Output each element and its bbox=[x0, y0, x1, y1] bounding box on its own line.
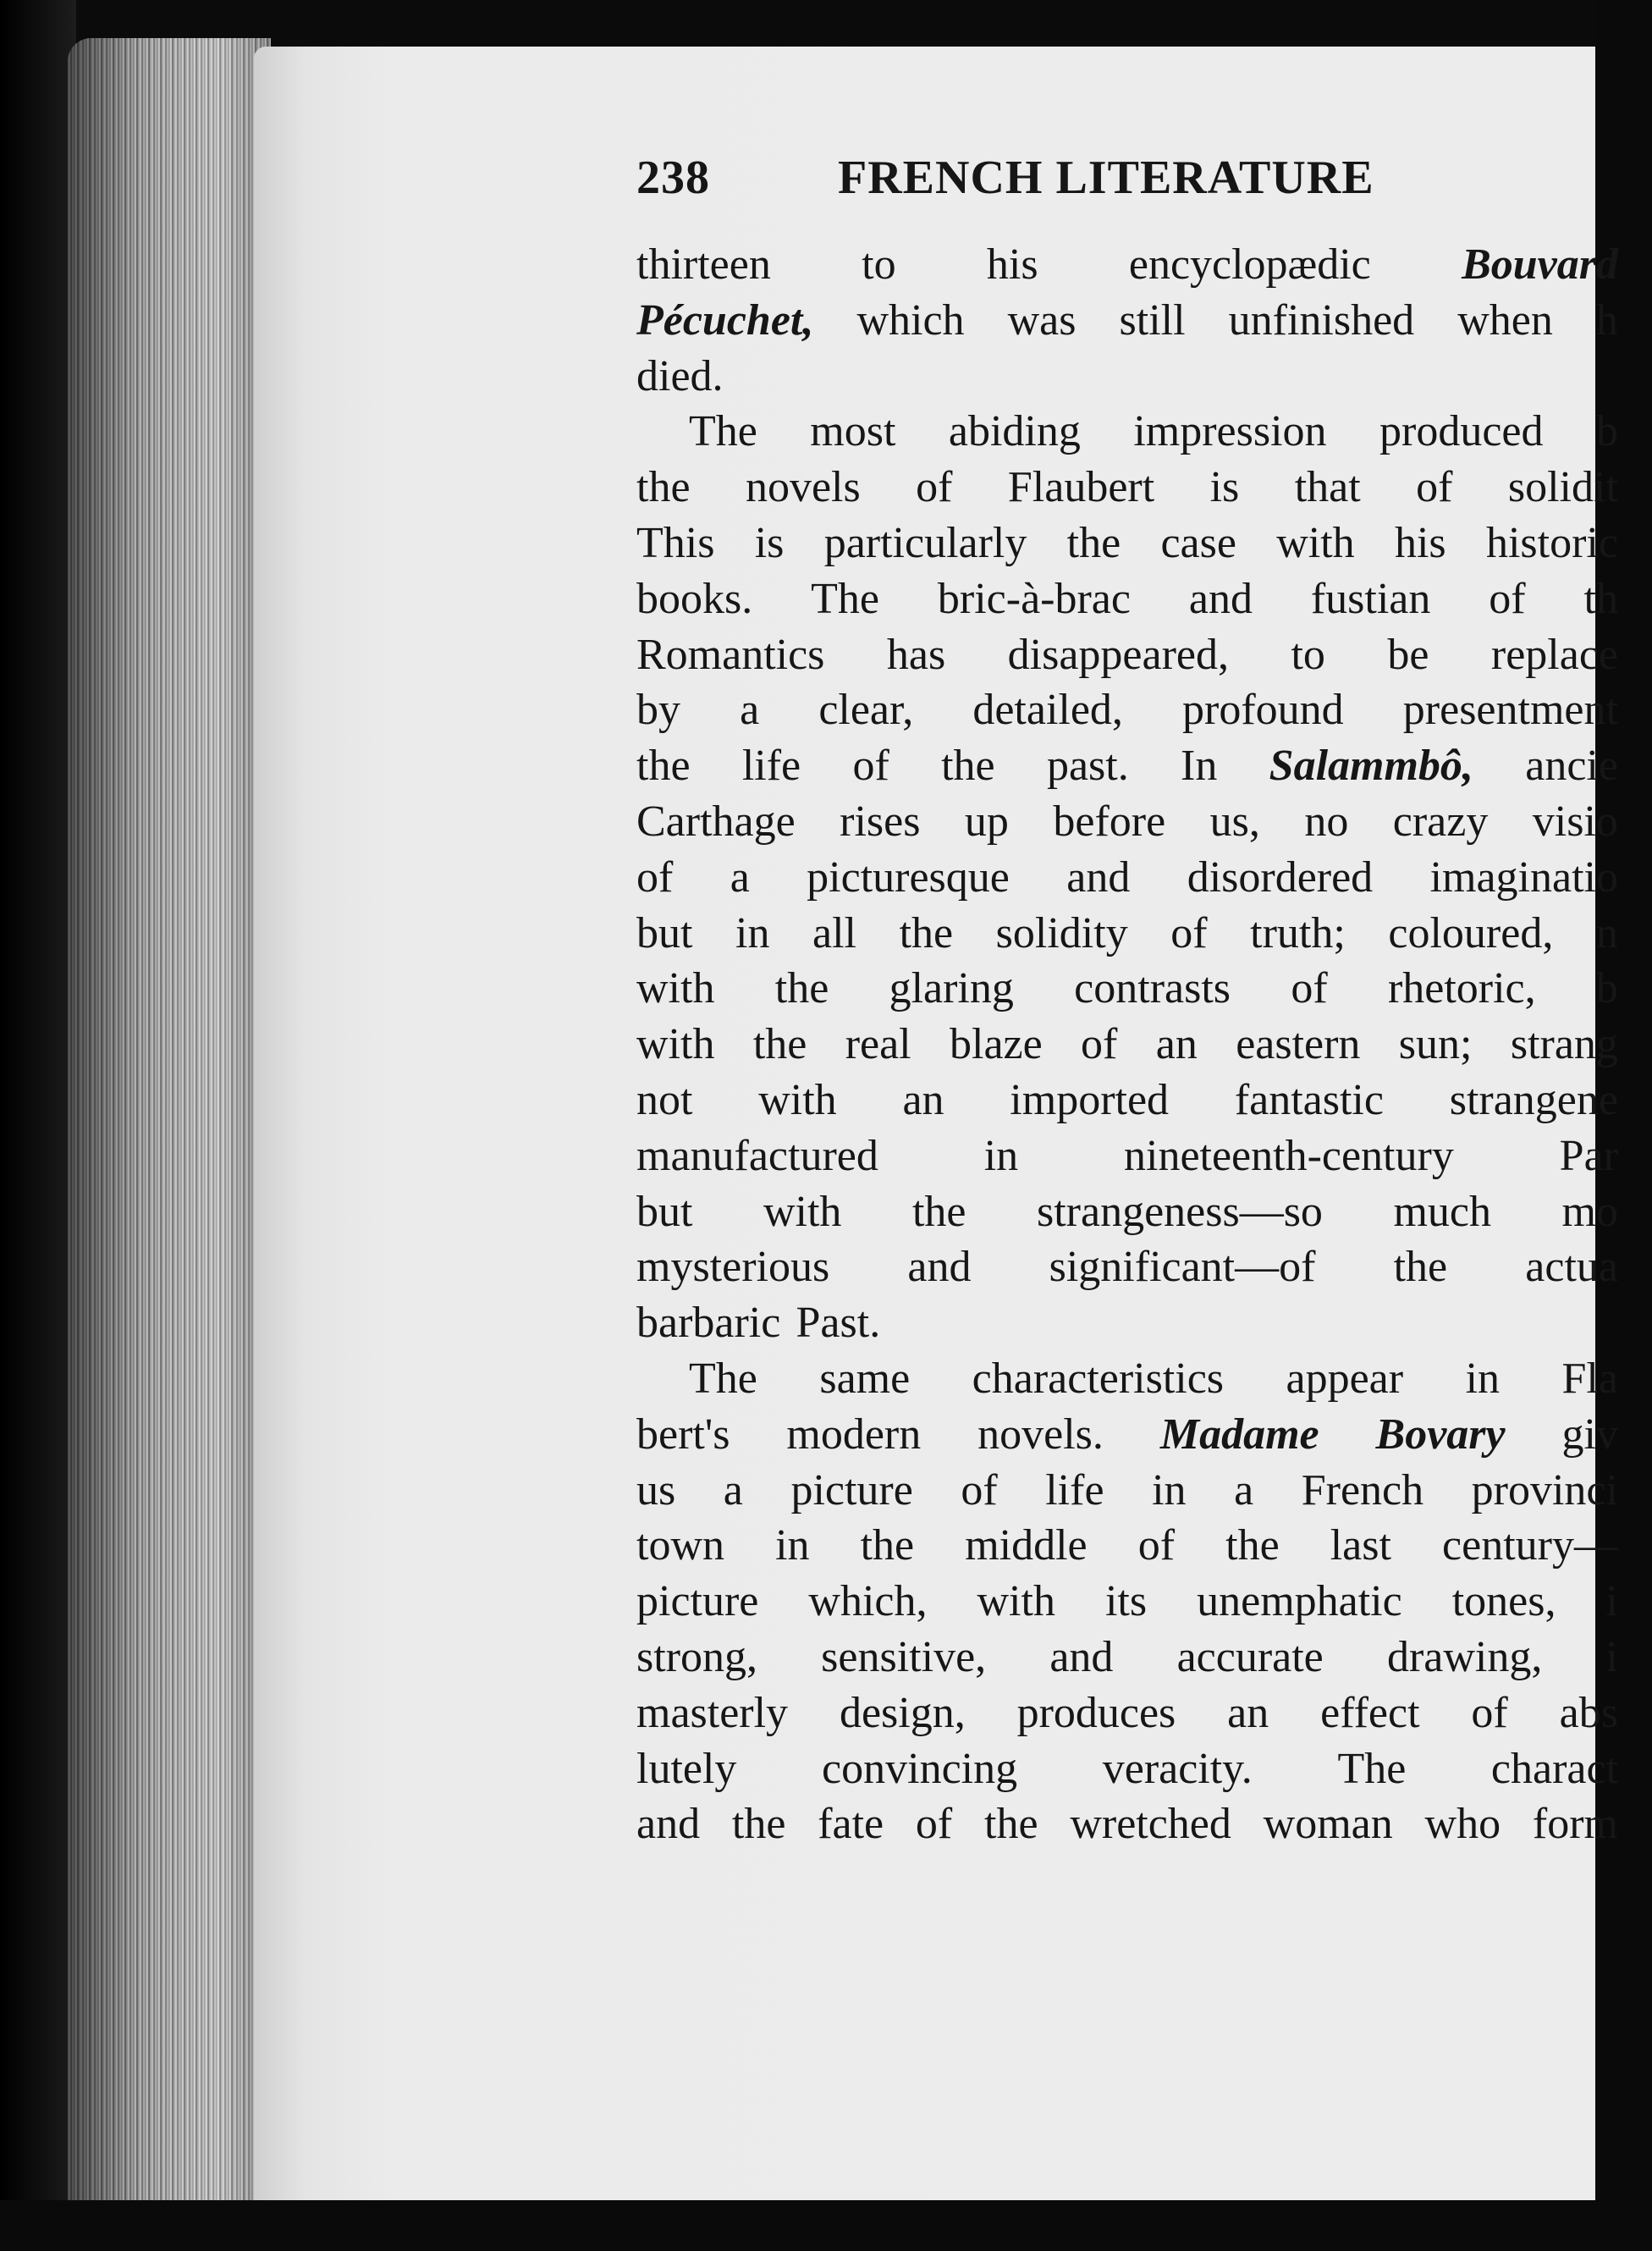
word: th bbox=[1583, 574, 1618, 623]
word: design, bbox=[839, 1688, 966, 1737]
word: and bbox=[1049, 1632, 1114, 1681]
word: novels. bbox=[977, 1410, 1104, 1459]
word: unemphatic bbox=[1197, 1577, 1402, 1626]
word: contrasts bbox=[1074, 964, 1231, 1013]
word: much bbox=[1393, 1187, 1491, 1236]
word: of bbox=[1170, 908, 1208, 957]
text-line bbox=[636, 1073, 1618, 1128]
word: books. bbox=[636, 574, 753, 623]
word: ancie bbox=[1525, 742, 1618, 791]
word: wretched bbox=[1070, 1800, 1231, 1849]
word: the bbox=[1225, 1521, 1280, 1570]
word: b bbox=[1595, 407, 1618, 456]
text-line bbox=[636, 1463, 1618, 1519]
word: Bovary bbox=[1375, 1410, 1506, 1459]
word: encyclopædic bbox=[1128, 240, 1371, 289]
text-line bbox=[636, 1295, 1618, 1351]
word: presentment bbox=[1402, 686, 1618, 735]
word: rhetoric, bbox=[1387, 964, 1536, 1013]
word: In bbox=[1181, 742, 1218, 791]
word: his bbox=[986, 240, 1038, 289]
word: significant—of bbox=[1049, 1243, 1316, 1292]
word: was bbox=[1007, 295, 1077, 345]
word: of bbox=[1081, 1020, 1118, 1069]
word: and bbox=[1066, 852, 1131, 902]
text-block bbox=[636, 135, 1652, 1852]
word: has bbox=[886, 630, 946, 679]
word: woman bbox=[1263, 1800, 1393, 1849]
word: with bbox=[636, 1020, 715, 1069]
word: a bbox=[730, 852, 750, 902]
text-line bbox=[636, 1574, 1618, 1630]
word: the bbox=[752, 1020, 807, 1069]
text-line bbox=[636, 1128, 1618, 1184]
word: the bbox=[860, 1521, 915, 1570]
word: clear, bbox=[818, 686, 914, 735]
header-title: FRENCH LITERATURE bbox=[838, 152, 1374, 204]
word: up bbox=[964, 797, 1009, 846]
word: in bbox=[775, 1521, 810, 1570]
text-line bbox=[636, 1184, 1618, 1240]
bottom-shadow bbox=[0, 2200, 1595, 2251]
word: barbaric bbox=[636, 1299, 781, 1348]
word: to bbox=[1291, 630, 1325, 679]
word: visio bbox=[1532, 797, 1618, 846]
word: unfinished bbox=[1228, 295, 1415, 345]
word: of bbox=[636, 852, 674, 902]
word: abs bbox=[1559, 1688, 1618, 1737]
word: solidity bbox=[995, 908, 1128, 957]
text-line bbox=[636, 906, 1618, 962]
word: which bbox=[856, 295, 965, 345]
text-line bbox=[636, 1351, 1618, 1407]
word: mysterious bbox=[636, 1243, 830, 1292]
word: accurate bbox=[1176, 1632, 1324, 1681]
word: most bbox=[810, 407, 896, 456]
word: form bbox=[1532, 1800, 1618, 1849]
text-line bbox=[636, 1796, 1618, 1852]
word: produced bbox=[1379, 407, 1544, 456]
word: Past. bbox=[796, 1299, 881, 1348]
word: truth; bbox=[1250, 908, 1346, 957]
word: The bbox=[1337, 1744, 1407, 1793]
word: all bbox=[812, 908, 857, 957]
word: French bbox=[1301, 1465, 1424, 1514]
word: Bouvard bbox=[1462, 240, 1618, 289]
word: novels bbox=[745, 463, 861, 512]
word: not bbox=[636, 1075, 693, 1124]
word: and bbox=[1188, 574, 1253, 623]
word: n bbox=[1595, 908, 1618, 957]
word: picture bbox=[636, 1577, 759, 1626]
word: drawing, bbox=[1386, 1632, 1543, 1681]
word: h bbox=[1595, 295, 1618, 345]
word: bert's bbox=[636, 1410, 730, 1459]
word: the bbox=[636, 463, 691, 512]
word: of bbox=[1489, 574, 1526, 623]
word: a bbox=[723, 1465, 743, 1514]
word: middle bbox=[965, 1521, 1088, 1570]
word: fantastic bbox=[1234, 1075, 1384, 1124]
text-line bbox=[636, 516, 1618, 571]
word: with bbox=[636, 964, 715, 1013]
text-line bbox=[636, 349, 1618, 405]
word: and bbox=[636, 1800, 701, 1849]
word: detailed, bbox=[972, 686, 1123, 735]
word: us, bbox=[1209, 797, 1260, 846]
text-line bbox=[636, 738, 1618, 794]
word: i bbox=[1605, 1577, 1618, 1626]
word: a bbox=[740, 686, 760, 735]
word: Pécuchet, bbox=[636, 295, 814, 345]
word: veracity. bbox=[1102, 1744, 1253, 1793]
word: sensitive, bbox=[821, 1632, 987, 1681]
word: the bbox=[1393, 1243, 1448, 1292]
word: This bbox=[636, 518, 715, 567]
word: but bbox=[636, 1187, 693, 1236]
text-line bbox=[636, 293, 1618, 349]
word: Fla bbox=[1561, 1354, 1618, 1403]
running-head bbox=[636, 135, 1652, 220]
word: mo bbox=[1561, 1187, 1618, 1236]
word: with bbox=[758, 1075, 837, 1124]
word: particularly bbox=[823, 518, 1027, 567]
word: Carthage bbox=[636, 797, 796, 846]
word: same bbox=[819, 1354, 911, 1403]
word: the bbox=[1066, 518, 1121, 567]
word: in bbox=[1465, 1354, 1501, 1403]
word: the bbox=[636, 742, 691, 791]
word: the bbox=[899, 908, 954, 957]
word: historic bbox=[1485, 518, 1618, 567]
word: the bbox=[911, 1187, 966, 1236]
word: manufactured bbox=[636, 1131, 878, 1180]
word: who bbox=[1424, 1800, 1501, 1849]
word: of bbox=[1416, 463, 1453, 512]
word: with bbox=[763, 1187, 842, 1236]
body-text bbox=[636, 237, 1652, 1852]
word: disordered bbox=[1187, 852, 1374, 902]
word: strong, bbox=[636, 1632, 757, 1681]
word: thirteen bbox=[636, 240, 771, 289]
text-line bbox=[636, 794, 1618, 850]
word: The bbox=[689, 407, 757, 456]
text-line bbox=[636, 850, 1618, 906]
word: century— bbox=[1442, 1521, 1618, 1570]
word: lutely bbox=[636, 1744, 737, 1793]
word: giv bbox=[1561, 1410, 1618, 1459]
word: life bbox=[741, 742, 801, 791]
word: an bbox=[1227, 1688, 1269, 1737]
word: abiding bbox=[948, 407, 1081, 456]
text-line bbox=[636, 682, 1618, 738]
word: coloured, bbox=[1388, 908, 1554, 957]
word: in bbox=[983, 1131, 1019, 1180]
word: to bbox=[862, 240, 896, 289]
word: rises bbox=[840, 797, 921, 846]
page-number: 238 bbox=[636, 152, 710, 204]
text-line bbox=[636, 627, 1618, 683]
word: appear bbox=[1286, 1354, 1404, 1403]
word: town bbox=[636, 1521, 724, 1570]
word: past. bbox=[1046, 742, 1129, 791]
word: Flaubert bbox=[1007, 463, 1155, 512]
word: life bbox=[1045, 1465, 1104, 1514]
word: Romantics bbox=[636, 630, 825, 679]
word: his bbox=[1394, 518, 1446, 567]
word: masterly bbox=[636, 1688, 789, 1737]
word: of bbox=[916, 463, 953, 512]
word: but bbox=[636, 908, 693, 957]
word: of bbox=[915, 1800, 953, 1849]
word: strangeness—so bbox=[1036, 1187, 1323, 1236]
word: when bbox=[1457, 295, 1553, 345]
word: us bbox=[636, 1465, 676, 1514]
word: the bbox=[984, 1800, 1038, 1849]
word: in bbox=[735, 908, 770, 957]
word: by bbox=[636, 686, 680, 735]
binding-shadow bbox=[0, 0, 76, 2251]
word: fustian bbox=[1310, 574, 1431, 623]
word: actua bbox=[1525, 1243, 1618, 1292]
word: died. bbox=[636, 351, 724, 400]
word: blaze bbox=[950, 1020, 1043, 1069]
word: its bbox=[1104, 1577, 1148, 1626]
word: strangene bbox=[1449, 1075, 1618, 1124]
word: last bbox=[1330, 1521, 1391, 1570]
word: b bbox=[1595, 964, 1618, 1013]
text-line bbox=[636, 1630, 1618, 1685]
word: the bbox=[731, 1800, 786, 1849]
word: Salammbô, bbox=[1269, 742, 1473, 791]
word: still bbox=[1119, 295, 1186, 345]
text-line bbox=[636, 404, 1618, 460]
word: of bbox=[1137, 1521, 1176, 1570]
word: convincing bbox=[822, 1744, 1018, 1793]
word: in bbox=[1152, 1465, 1187, 1514]
text-line bbox=[636, 460, 1618, 516]
text-line bbox=[636, 1239, 1618, 1295]
word: the bbox=[941, 742, 995, 791]
word: that bbox=[1294, 463, 1361, 512]
text-line bbox=[636, 1741, 1618, 1797]
word: crazy bbox=[1392, 797, 1489, 846]
word: tones, bbox=[1451, 1577, 1556, 1626]
word: solidit bbox=[1507, 463, 1618, 512]
word: is bbox=[1209, 463, 1240, 512]
text-line bbox=[636, 571, 1618, 627]
word: of bbox=[1471, 1688, 1508, 1737]
word: sun; bbox=[1398, 1020, 1473, 1069]
word: no bbox=[1304, 797, 1349, 846]
word: is bbox=[754, 518, 785, 567]
word: of bbox=[1291, 964, 1328, 1013]
text-line bbox=[636, 961, 1618, 1017]
word: modern bbox=[786, 1410, 922, 1459]
page-edges bbox=[68, 38, 271, 2214]
word: picture bbox=[790, 1465, 913, 1514]
word: which, bbox=[808, 1577, 928, 1626]
word: imported bbox=[1010, 1075, 1170, 1124]
word: the bbox=[774, 964, 829, 1013]
word: eastern bbox=[1236, 1020, 1361, 1069]
word: a bbox=[1234, 1465, 1254, 1514]
word: picturesque bbox=[807, 852, 1010, 902]
word: produces bbox=[1016, 1688, 1176, 1737]
word: before bbox=[1053, 797, 1166, 846]
word: The bbox=[689, 1354, 757, 1403]
text-line bbox=[636, 1017, 1618, 1073]
word: be bbox=[1387, 630, 1429, 679]
word: with bbox=[1276, 518, 1355, 567]
word: replace bbox=[1490, 630, 1618, 679]
word: and bbox=[907, 1243, 972, 1292]
word: glaring bbox=[889, 964, 1014, 1013]
word: with bbox=[977, 1577, 1055, 1626]
text-line bbox=[636, 1407, 1618, 1463]
word: of bbox=[961, 1465, 998, 1514]
word: i bbox=[1605, 1632, 1618, 1681]
word: characteristics bbox=[972, 1354, 1225, 1403]
word: The bbox=[811, 574, 879, 623]
word: case bbox=[1160, 518, 1236, 567]
text-line bbox=[636, 1518, 1618, 1574]
word: real bbox=[845, 1020, 911, 1069]
word: fate bbox=[818, 1800, 884, 1849]
word: an bbox=[1155, 1020, 1198, 1069]
word: impression bbox=[1133, 407, 1327, 456]
word: bric-à-brac bbox=[937, 574, 1131, 623]
text-line bbox=[636, 1685, 1618, 1741]
word: strang bbox=[1510, 1020, 1618, 1069]
word: disappeared, bbox=[1007, 630, 1229, 679]
word: Par bbox=[1559, 1131, 1618, 1180]
word: an bbox=[902, 1075, 944, 1124]
word: imaginatio bbox=[1429, 852, 1618, 902]
word: charact bbox=[1490, 1744, 1618, 1793]
word: effect bbox=[1320, 1688, 1420, 1737]
word: of bbox=[852, 742, 889, 791]
word: provinci bbox=[1471, 1465, 1618, 1514]
word: profound bbox=[1182, 686, 1344, 735]
text-line bbox=[636, 237, 1618, 293]
word: nineteenth-century bbox=[1124, 1131, 1454, 1180]
word: Madame bbox=[1159, 1410, 1319, 1459]
